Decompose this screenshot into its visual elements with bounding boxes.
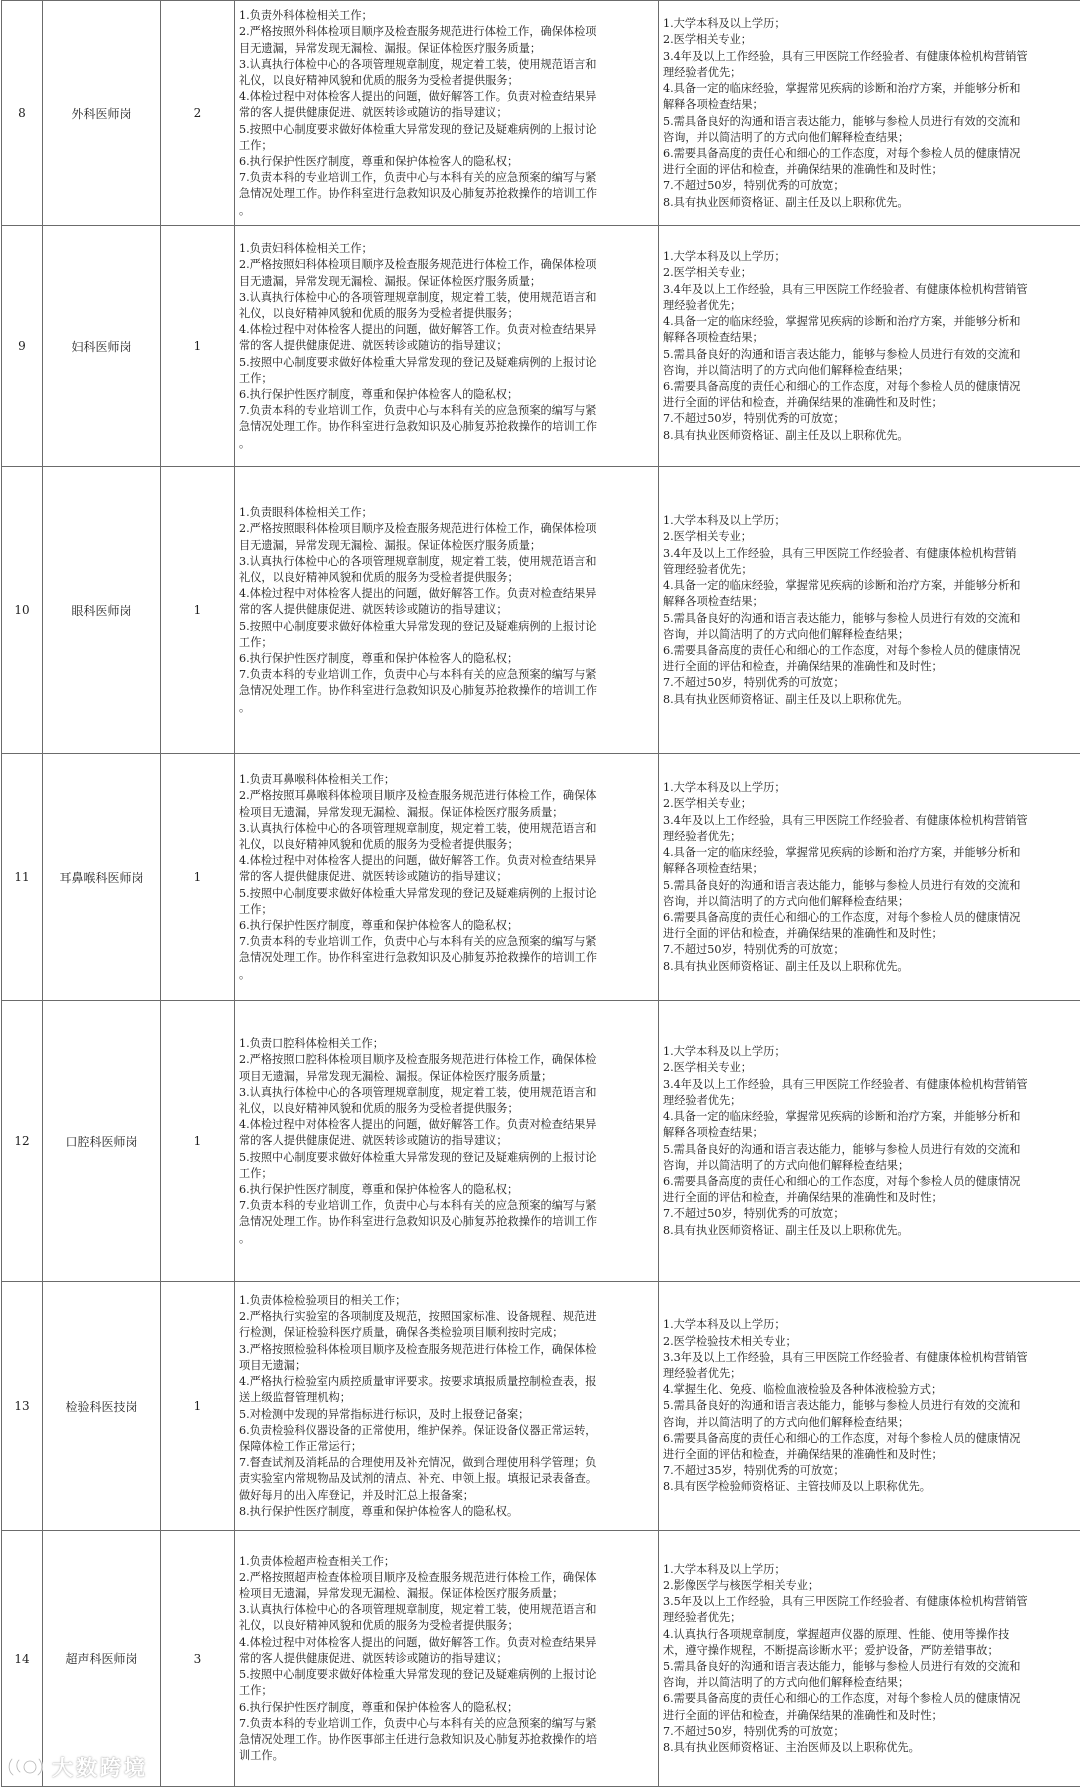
requirement-line: 4.认真执行各项规章制度，掌握超声仪器的原理、性能、使用等操作技	[663, 1627, 1079, 1643]
duty-line: 1.负责妇科体检相关工作；	[239, 241, 655, 257]
requirements-list	[659, 510, 1080, 709]
duty-line: 1.负责眼科体检相关工作；	[239, 505, 655, 521]
duty-line: 3.认真执行体检中心的各项管理规章制度，规定着工装，使用规范语言和	[239, 1602, 655, 1618]
requirement-line: 5.需具备良好的沟通和语言表达能力，能够与参检人员进行有效的交流和	[663, 1659, 1079, 1675]
duty-line: 礼仪，以良好精神风貌和优质的服务为受检者提供服务；	[239, 1101, 655, 1117]
requirement-line: 进行全面的评估和检查，并确保结果的准确性和及时性；	[663, 395, 1079, 411]
duty-line: 3.认真执行体检中心的各项管理规章制度，规定着工装，使用规范语言和	[239, 554, 655, 570]
duty-line: 检项目无遗漏，异常发现无漏检、漏报。保证体检医疗服务质量；	[239, 805, 655, 821]
duty-line: 急情况处理工作。协作医事部主任进行急救知识及心肺复苏抢救操作的培	[239, 1732, 655, 1748]
duty-line: 6.执行保护性医疗制度，尊重和保护体检客人的隐私权；	[239, 918, 655, 934]
duty-line: 礼仪，以良好精神风貌和优质的服务为受检者提供服务；	[239, 73, 655, 89]
requirement-line: 5.需具备良好的沟通和语言表达能力，能够与参检人员进行有效的交流和	[663, 878, 1079, 894]
duty-line: 4.体检过程中对体检客人提出的问题，做好解答工作。负责对检查结果异	[239, 1635, 655, 1651]
duty-line: 4.体检过程中对体检客人提出的问题，做好解答工作。负责对检查结果异	[239, 853, 655, 869]
post-name-cell: 眼科医师岗	[43, 467, 161, 754]
duty-line: 工作；	[239, 1683, 655, 1699]
duty-line: 做好每月的出入库登记，并及时汇总上报备案；	[239, 1488, 655, 1504]
duty-line: 工作；	[239, 371, 655, 387]
duty-line: 7.负责本科的专业培训工作，负责中心与本科有关的应急预案的编写与紧	[239, 934, 655, 950]
requirement-line: 咨询，并以简洁明了的方式向他们解释检查结果；	[663, 1675, 1079, 1691]
requirement-line: 5.需具备良好的沟通和语言表达能力，能够与参检人员进行有效的交流和	[663, 114, 1079, 130]
requirement-line: 1.大学本科及以上学历；	[663, 780, 1079, 796]
job-table-body	[2, 1, 1080, 1787]
requirement-line: 4.掌握生化、免疫、临检血液检验及各种体液检验方式；	[663, 1382, 1079, 1398]
duty-line: 行检测，保证检验科医疗质量，确保各类检验项目顺利按时完成；	[239, 1325, 655, 1341]
headcount-cell: 1	[161, 1001, 235, 1282]
post-name-cell: 检验科医技岗	[43, 1282, 161, 1531]
duty-line: 2.严格按照外科体检项目顺序及检查服务规范进行体检工作，确保体检项	[239, 24, 655, 40]
requirement-line: 2.医学检验技术相关专业；	[663, 1334, 1079, 1350]
watermark	[6, 1750, 148, 1784]
duty-line: 礼仪，以良好精神风貌和优质的服务为受检者提供服务；	[239, 570, 655, 586]
row-number-cell: 11	[2, 754, 43, 1001]
post-name-cell: 口腔科医师岗	[43, 1001, 161, 1282]
requirement-line: 解释各项检查结果；	[663, 594, 1079, 610]
requirement-line: 2.医学相关专业；	[663, 265, 1079, 281]
requirement-line: 2.医学相关专业；	[663, 32, 1079, 48]
duty-line: 2.严格按照妇科体检项目顺序及检查服务规范进行体检工作，确保体检项	[239, 257, 655, 273]
requirement-line: 6.需要具备高度的责任心和细心的工作态度，对每个参检人员的健康情况	[663, 1431, 1079, 1447]
requirement-line: 理经验者优先；	[663, 65, 1079, 81]
abstract-logo-icon	[6, 1754, 46, 1780]
duty-line: 常的客人提供健康促进、就医转诊或随访的指导建议；	[239, 869, 655, 885]
duty-line: 工作；	[239, 1166, 655, 1182]
requirement-line: 7.不超过50岁，特别优秀的可放宽；	[663, 1724, 1079, 1740]
requirements-cell	[659, 754, 1080, 1001]
requirement-line: 2.医学相关专业；	[663, 796, 1079, 812]
duties-cell	[235, 1, 659, 226]
requirement-line: 8.具有执业医师资格证、主治医师及以上职称优先。	[663, 1740, 1079, 1756]
post-name-cell: 耳鼻喉科医师岗	[43, 754, 161, 1001]
duty-line: 。	[239, 1231, 655, 1247]
requirement-line: 6.需要具备高度的责任心和细心的工作态度，对每个参检人员的健康情况	[663, 379, 1079, 395]
requirement-line: 术，遵守操作规程，不断提高诊断水平；爱护设备，严防差错事故；	[663, 1643, 1079, 1659]
requirement-line: 1.大学本科及以上学历；	[663, 16, 1079, 32]
headcount-cell: 1	[161, 226, 235, 467]
duty-line: 保障体检工作正常运行；	[239, 1439, 655, 1455]
duty-line: 6.执行保护性医疗制度，尊重和保护体检客人的隐私权；	[239, 387, 655, 403]
requirement-line: 5.需具备良好的沟通和语言表达能力，能够与参检人员进行有效的交流和	[663, 611, 1079, 627]
requirement-line: 6.需要具备高度的责任心和细心的工作态度，对每个参检人员的健康情况	[663, 643, 1079, 659]
duty-line: 急情况处理工作。协作科室进行急救知识及心肺复苏抢救操作的培训工作	[239, 186, 655, 202]
requirement-line: 3.4年及以上工作经验，具有三甲医院工作经验者、有健康体检机构营销管	[663, 282, 1079, 298]
requirement-line: 咨询，并以简洁明了的方式向他们解释检查结果；	[663, 130, 1079, 146]
requirement-line: 咨询，并以简洁明了的方式向他们解释检查结果；	[663, 1158, 1079, 1174]
duty-line: 2.严格按照口腔科体检项目顺序及检查服务规范进行体检工作，确保体检	[239, 1052, 655, 1068]
requirement-line: 1.大学本科及以上学历；	[663, 1562, 1079, 1578]
requirement-line: 8.具有执业医师资格证、副主任及以上职称优先。	[663, 428, 1079, 444]
duty-line: 7.负责本科的专业培训工作，负责中心与本科有关的应急预案的编写与紧	[239, 1198, 655, 1214]
duty-line: 4.体检过程中对体检客人提出的问题，做好解答工作。负责对检查结果异	[239, 322, 655, 338]
duty-line: 急情况处理工作。协作科室进行急救知识及心肺复苏抢救操作的培训工作	[239, 419, 655, 435]
duties-cell	[235, 754, 659, 1001]
requirements-cell	[659, 467, 1080, 754]
duty-line: 常的客人提供健康促进、就医转诊或随访的指导建议；	[239, 1651, 655, 1667]
duty-line: 。	[239, 436, 655, 452]
requirements-cell	[659, 1531, 1080, 1787]
requirement-line: 管理经验者优先；	[663, 562, 1079, 578]
duty-line: 5.对检测中发现的异常指标进行标识，及时上报登记备案；	[239, 1407, 655, 1423]
requirement-line: 解释各项检查结果；	[663, 97, 1079, 113]
duty-line: 1.负责体检检验项目的相关工作；	[239, 1293, 655, 1309]
duty-line: 6.负责检验科仪器设备的正常使用，维护保养。保证设备仪器正常运转，	[239, 1423, 655, 1439]
table-row	[2, 1001, 1080, 1282]
duty-line: 。	[239, 203, 655, 219]
duties-cell	[235, 1001, 659, 1282]
duty-line: 工作；	[239, 902, 655, 918]
requirement-line: 2.影像医学与核医学相关专业；	[663, 1578, 1079, 1594]
duty-line: 6.执行保护性医疗制度，尊重和保护体检客人的隐私权；	[239, 1700, 655, 1716]
duty-line: 礼仪，以良好精神风貌和优质的服务为受检者提供服务；	[239, 837, 655, 853]
requirement-line: 7.不超过35岁，特别优秀的可放宽；	[663, 1463, 1079, 1479]
duty-line: 1.负责体检超声检查相关工作；	[239, 1554, 655, 1570]
headcount-cell: 1	[161, 1282, 235, 1531]
duty-line: 3.认真执行体检中心的各项管理规章制度，规定着工装，使用规范语言和	[239, 821, 655, 837]
requirements-list	[659, 13, 1080, 212]
duty-line: 常的客人提供健康促进、就医转诊或随访的指导建议；	[239, 1133, 655, 1149]
duties-cell	[235, 1282, 659, 1531]
row-number-cell: 9	[2, 226, 43, 467]
requirements-list	[659, 777, 1080, 976]
requirement-line: 2.医学相关专业；	[663, 1060, 1079, 1076]
duty-line: 7.负责本科的专业培训工作，负责中心与本科有关的应急预案的编写与紧	[239, 170, 655, 186]
row-number-cell: 14	[2, 1531, 43, 1787]
duties-cell	[235, 467, 659, 754]
duty-line: 6.执行保护性医疗制度，尊重和保护体检客人的隐私权；	[239, 651, 655, 667]
requirements-cell	[659, 1, 1080, 226]
post-name-cell: 外科医师岗	[43, 1, 161, 226]
requirement-line: 7.不超过50岁，特别优秀的可放宽；	[663, 942, 1079, 958]
requirement-line: 进行全面的评估和检查，并确保结果的准确性和及时性；	[663, 162, 1079, 178]
duty-line: 急情况处理工作。协作科室进行急救知识及心肺复苏抢救操作的培训工作	[239, 683, 655, 699]
requirement-line: 理经验者优先；	[663, 1093, 1079, 1109]
post-name-cell: 超声科医师岗	[43, 1531, 161, 1787]
requirement-line: 4.具备一定的临床经验，掌握常见疾病的诊断和治疗方案，并能够分析和	[663, 578, 1079, 594]
requirement-line: 6.需要具备高度的责任心和细心的工作态度，对每个参检人员的健康情况	[663, 1691, 1079, 1707]
duty-line: 礼仪，以良好精神风貌和优质的服务为受检者提供服务；	[239, 306, 655, 322]
duty-line: 急情况处理工作。协作科室进行急救知识及心肺复苏抢救操作的培训工作	[239, 950, 655, 966]
requirement-line: 进行全面的评估和检查，并确保结果的准确性和及时性；	[663, 659, 1079, 675]
headcount-cell: 1	[161, 754, 235, 1001]
duty-line: 3.认真执行体检中心的各项管理规章制度，规定着工装，使用规范语言和	[239, 57, 655, 73]
requirement-line: 5.需具备良好的沟通和语言表达能力，能够与参检人员进行有效的交流和	[663, 1398, 1079, 1414]
row-number-cell: 10	[2, 467, 43, 754]
duty-line: 1.负责口腔科体检相关工作；	[239, 1036, 655, 1052]
duties-list	[235, 1033, 658, 1249]
requirements-list	[659, 1314, 1080, 1497]
duty-line: 急情况处理工作。协作科室进行急救知识及心肺复苏抢救操作的培训工作	[239, 1214, 655, 1230]
requirement-line: 咨询，并以简洁明了的方式向他们解释检查结果；	[663, 363, 1079, 379]
duty-line: 3.认真执行体检中心的各项管理规章制度，规定着工装，使用规范语言和	[239, 1085, 655, 1101]
requirement-line: 4.具备一定的临床经验，掌握常见疾病的诊断和治疗方案，并能够分析和	[663, 314, 1079, 330]
requirement-line: 进行全面的评估和检查，并确保结果的准确性和及时性；	[663, 1447, 1079, 1463]
requirement-line: 8.具有执业医师资格证、副主任及以上职称优先。	[663, 195, 1079, 211]
requirements-cell	[659, 1001, 1080, 1282]
requirement-line: 8.具有医学检验师资格证、主管技师及以上职称优先。	[663, 1479, 1079, 1495]
duties-cell	[235, 226, 659, 467]
duties-cell	[235, 1531, 659, 1787]
duty-line: 8.执行保护性医疗制度，尊重和保护体检客人的隐私权。	[239, 1504, 655, 1520]
duty-line: 责实验室内常规物品及试剂的清点、补充、申领上报。填报记录表备查。	[239, 1471, 655, 1487]
requirement-line: 7.不超过50岁，特别优秀的可放宽；	[663, 411, 1079, 427]
duty-line: 礼仪，以良好精神风貌和优质的服务为受检者提供服务；	[239, 1618, 655, 1634]
duty-line: 7.督查试剂及消耗品的合理使用及补充情况，做到合理使用科学管理；负	[239, 1455, 655, 1471]
row-number-cell: 8	[2, 1, 43, 226]
headcount-cell: 3	[161, 1531, 235, 1787]
duty-line: 5.按照中心制度要求做好体检重大异常发现的登记及疑难病例的上报讨论	[239, 1667, 655, 1683]
duty-line: 5.按照中心制度要求做好体检重大异常发现的登记及疑难病例的上报讨论	[239, 1150, 655, 1166]
requirement-line: 3.4年及以上工作经验，具有三甲医院工作经验者、有健康体检机构营销	[663, 546, 1079, 562]
duty-line: 3.认真执行体检中心的各项管理规章制度，规定着工装，使用规范语言和	[239, 290, 655, 306]
duty-line: 6.执行保护性医疗制度，尊重和保护体检客人的隐私权；	[239, 154, 655, 170]
duty-line: 1.负责外科体检相关工作；	[239, 8, 655, 24]
requirements-list	[659, 1559, 1080, 1758]
requirement-line: 8.具有执业医师资格证、副主任及以上职称优先。	[663, 959, 1079, 975]
requirement-line: 3.4年及以上工作经验，具有三甲医院工作经验者、有健康体检机构营销管	[663, 813, 1079, 829]
duty-line: 5.按照中心制度要求做好体检重大异常发现的登记及疑难病例的上报讨论	[239, 619, 655, 635]
duty-line: 目无遗漏，异常发现无漏检、漏报。保证体检医疗服务质量；	[239, 538, 655, 554]
requirement-line: 7.不超过50岁，特别优秀的可放宽；	[663, 178, 1079, 194]
requirement-line: 3.4年及以上工作经验，具有三甲医院工作经验者、有健康体检机构营销管	[663, 49, 1079, 65]
requirement-line: 理经验者优先；	[663, 1610, 1079, 1626]
duty-line: 7.负责本科的专业培训工作，负责中心与本科有关的应急预案的编写与紧	[239, 1716, 655, 1732]
post-name-cell: 妇科医师岗	[43, 226, 161, 467]
duty-line: 2.严格按照耳鼻喉科体检项目顺序及检查服务规范进行体检工作，确保体	[239, 788, 655, 804]
requirement-line: 7.不超过50岁，特别优秀的可放宽；	[663, 675, 1079, 691]
requirement-line: 6.需要具备高度的责任心和细心的工作态度，对每个参检人员的健康情况	[663, 1174, 1079, 1190]
requirement-line: 1.大学本科及以上学历；	[663, 249, 1079, 265]
requirement-line: 8.具有执业医师资格证、副主任及以上职称优先。	[663, 1223, 1079, 1239]
requirement-line: 3.4年及以上工作经验，具有三甲医院工作经验者、有健康体检机构营销管	[663, 1077, 1079, 1093]
duty-line: 5.按照中心制度要求做好体检重大异常发现的登记及疑难病例的上报讨论	[239, 886, 655, 902]
duties-list	[235, 5, 658, 221]
requirement-line: 4.具备一定的临床经验，掌握常见疾病的诊断和治疗方案，并能够分析和	[663, 845, 1079, 861]
duties-list	[235, 769, 658, 985]
requirement-line: 咨询，并以简洁明了的方式向他们解释检查结果；	[663, 1415, 1079, 1431]
requirement-line: 6.需要具备高度的责任心和细心的工作态度，对每个参检人员的健康情况	[663, 146, 1079, 162]
requirement-line: 1.大学本科及以上学历；	[663, 513, 1079, 529]
duties-list	[235, 1290, 658, 1522]
duty-line: 常的客人提供健康促进、就医转诊或随访的指导建议；	[239, 338, 655, 354]
requirements-list	[659, 1041, 1080, 1240]
duty-line: 目无遗漏，异常发现无漏检、漏报。保证体检医疗服务质量；	[239, 41, 655, 57]
table-row	[2, 467, 1080, 754]
requirement-line: 解释各项检查结果；	[663, 330, 1079, 346]
requirement-line: 理经验者优先；	[663, 1366, 1079, 1382]
requirement-line: 理经验者优先；	[663, 298, 1079, 314]
requirements-cell	[659, 1282, 1080, 1531]
duties-list	[235, 502, 658, 718]
requirement-line: 进行全面的评估和检查，并确保结果的准确性和及时性；	[663, 1708, 1079, 1724]
requirement-line: 6.需要具备高度的责任心和细心的工作态度，对每个参检人员的健康情况	[663, 910, 1079, 926]
duty-line: 7.负责本科的专业培训工作，负责中心与本科有关的应急预案的编写与紧	[239, 667, 655, 683]
table-row	[2, 1282, 1080, 1531]
requirement-line: 进行全面的评估和检查，并确保结果的准确性和及时性；	[663, 926, 1079, 942]
requirement-line: 7.不超过50岁，特别优秀的可放宽；	[663, 1206, 1079, 1222]
watermark-text: 大数跨境	[52, 1752, 148, 1782]
requirement-line: 理经验者优先；	[663, 829, 1079, 845]
duty-line: 常的客人提供健康促进、就医转诊或随访的指导建议；	[239, 105, 655, 121]
duty-line: 常的客人提供健康促进、就医转诊或随访的指导建议；	[239, 602, 655, 618]
table-row	[2, 1531, 1080, 1787]
row-number-cell: 13	[2, 1282, 43, 1531]
duty-line: 目无遗漏，异常发现无漏检、漏报。保证体检医疗服务质量；	[239, 274, 655, 290]
duty-line: 5.按照中心制度要求做好体检重大异常发现的登记及疑难病例的上报讨论	[239, 122, 655, 138]
duty-line: 2.严格按照超声检查体检项目顺序及检查服务规范进行体检工作，确保体	[239, 1570, 655, 1586]
row-number-cell: 12	[2, 1001, 43, 1282]
requirement-line: 8.具有执业医师资格证、副主任及以上职称优先。	[663, 692, 1079, 708]
duty-line: 项目无遗漏；	[239, 1358, 655, 1374]
requirement-line: 解释各项检查结果；	[663, 861, 1079, 877]
duty-line: 3.严格按照检验科体检项目顺序及检查服务规范进行体检工作，确保体检	[239, 1342, 655, 1358]
requirement-line: 4.具备一定的临床经验，掌握常见疾病的诊断和治疗方案，并能够分析和	[663, 1109, 1079, 1125]
requirement-line: 3.3年及以上工作经验，具有三甲医院工作经验者、有健康体检机构营销管	[663, 1350, 1079, 1366]
duty-line: 训工作。	[239, 1748, 655, 1764]
table-row	[2, 1, 1080, 226]
requirement-line: 1.大学本科及以上学历；	[663, 1044, 1079, 1060]
duty-line: 1.负责耳鼻喉科体检相关工作；	[239, 772, 655, 788]
requirement-line: 5.需具备良好的沟通和语言表达能力，能够与参检人员进行有效的交流和	[663, 347, 1079, 363]
duty-line: 5.按照中心制度要求做好体检重大异常发现的登记及疑难病例的上报讨论	[239, 355, 655, 371]
duty-line: 2.严格执行实验室的各项制度及规范，按照国家标准、设备规程、规范进	[239, 1309, 655, 1325]
duty-line: 4.严格执行检验室内质控质量审评要求。按要求填报质量控制检查表，报	[239, 1374, 655, 1390]
duty-line: 。	[239, 700, 655, 716]
duty-line: 工作；	[239, 138, 655, 154]
headcount-cell: 2	[161, 1, 235, 226]
headcount-cell: 1	[161, 467, 235, 754]
duty-line: 7.负责本科的专业培训工作，负责中心与本科有关的应急预案的编写与紧	[239, 403, 655, 419]
duty-line: 工作；	[239, 635, 655, 651]
requirement-line: 2.医学相关专业；	[663, 529, 1079, 545]
table-row	[2, 226, 1080, 467]
duties-list	[235, 1551, 658, 1767]
duty-line: 检项目无遗漏，异常发现无漏检、漏报。保证体检医疗服务质量；	[239, 1586, 655, 1602]
duty-line: 项目无遗漏，异常发现无漏检、漏报。保证体检医疗服务质量；	[239, 1069, 655, 1085]
duties-list	[235, 238, 658, 454]
requirements-cell	[659, 226, 1080, 467]
duty-line: 6.执行保护性医疗制度，尊重和保护体检客人的隐私权；	[239, 1182, 655, 1198]
requirement-line: 咨询，并以简洁明了的方式向他们解释检查结果；	[663, 894, 1079, 910]
requirement-line: 1.大学本科及以上学历；	[663, 1317, 1079, 1333]
requirement-line: 3.5年及以上工作经验，具有三甲医院工作经验者、有健康体检机构营销管	[663, 1594, 1079, 1610]
duty-line: 。	[239, 967, 655, 983]
duty-line: 2.严格按照眼科体检项目顺序及检查服务规范进行体检工作，确保体检项	[239, 521, 655, 537]
requirements-list	[659, 246, 1080, 445]
table-row	[2, 754, 1080, 1001]
requirement-line: 解释各项检查结果；	[663, 1125, 1079, 1141]
requirement-line: 4.具备一定的临床经验，掌握常见疾病的诊断和治疗方案，并能够分析和	[663, 81, 1079, 97]
duty-line: 4.体检过程中对体检客人提出的问题，做好解答工作。负责对检查结果异	[239, 1117, 655, 1133]
requirement-line: 进行全面的评估和检查，并确保结果的准确性和及时性；	[663, 1190, 1079, 1206]
requirement-line: 5.需具备良好的沟通和语言表达能力，能够与参检人员进行有效的交流和	[663, 1142, 1079, 1158]
duty-line: 4.体检过程中对体检客人提出的问题，做好解答工作。负责对检查结果异	[239, 89, 655, 105]
duty-line: 4.体检过程中对体检客人提出的问题，做好解答工作。负责对检查结果异	[239, 586, 655, 602]
requirement-line: 咨询，并以简洁明了的方式向他们解释检查结果；	[663, 627, 1079, 643]
duty-line: 送上级监督管理机构；	[239, 1390, 655, 1406]
job-table	[1, 0, 1080, 1787]
